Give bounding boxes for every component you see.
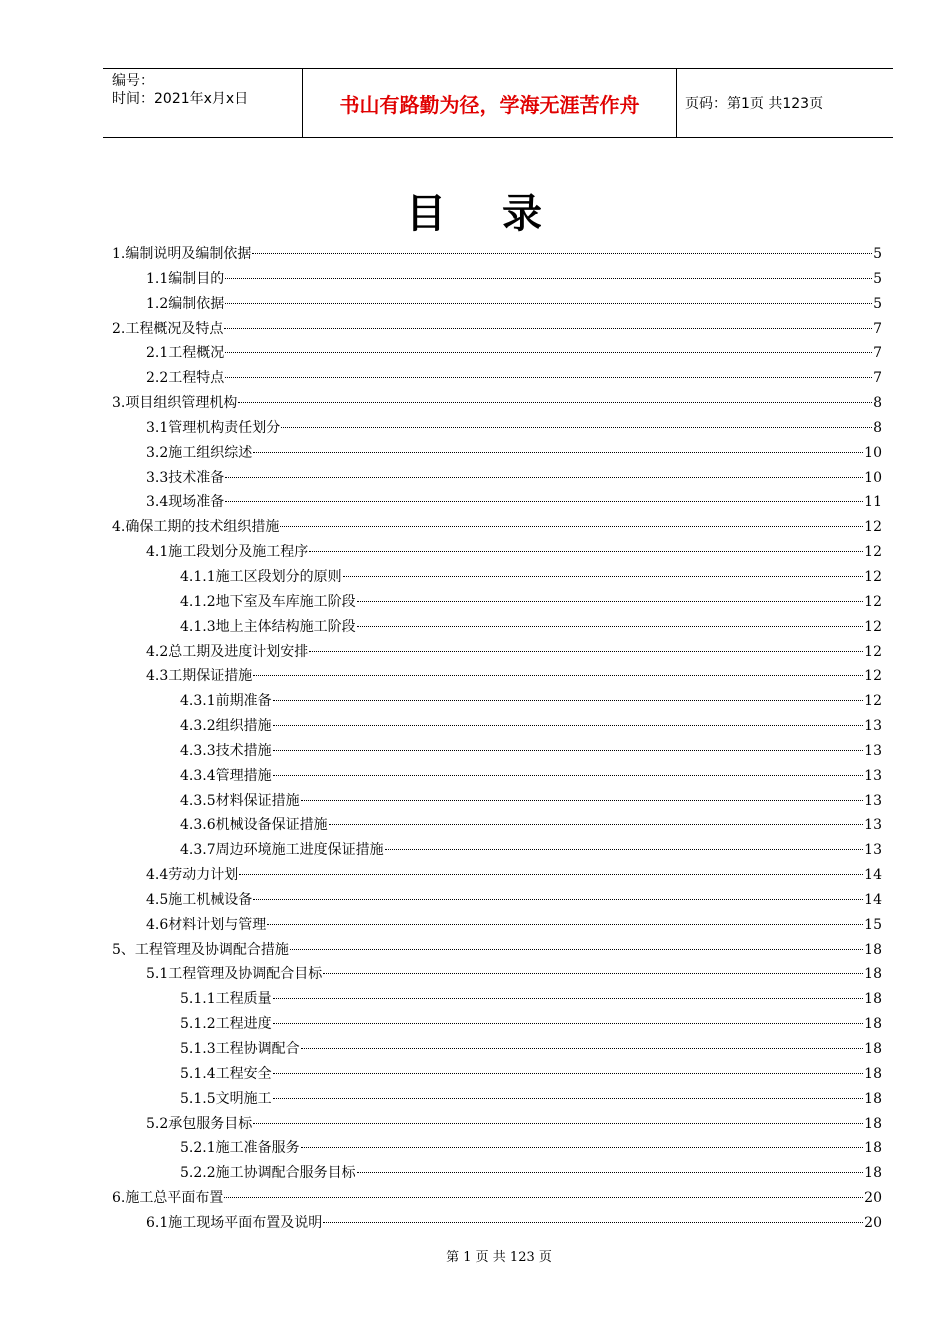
toc-entry-page: 12: [864, 618, 882, 635]
toc-entry[interactable]: [112, 540, 882, 565]
toc-entry-page: 18: [864, 1140, 882, 1157]
toc-leader-dots: [253, 1123, 863, 1124]
toc-entry-page: 13: [864, 817, 882, 834]
toc-entry[interactable]: [112, 1112, 882, 1137]
toc-entry-page: 7: [873, 320, 882, 337]
toc-leader-dots: [225, 477, 863, 478]
toc-entry-title: 6.施工总平面布置: [112, 1190, 224, 1207]
toc-entry[interactable]: [112, 863, 882, 888]
toc-entry[interactable]: [112, 813, 882, 838]
toc-entry[interactable]: [112, 664, 882, 689]
toc-entry-page: 7: [873, 345, 882, 362]
toc-leader-dots: [301, 800, 864, 801]
toc-entry-title: 4.3工期保证措施: [146, 668, 253, 685]
toc-entry[interactable]: [112, 962, 882, 987]
header-meta: [103, 69, 303, 137]
toc-leader-dots: [357, 626, 864, 627]
toc-entry[interactable]: [112, 689, 882, 714]
toc-entry[interactable]: [112, 490, 882, 515]
toc-entry-page: 12: [864, 693, 882, 710]
toc-entry-page: 18: [864, 1090, 882, 1107]
toc-entry-title: 5.1.1工程质量: [180, 991, 272, 1008]
toc-entry-title: 6.1施工现场平面布置及说明: [146, 1214, 323, 1231]
toc-leader-dots: [329, 824, 864, 825]
toc-entry-page: 18: [864, 941, 882, 958]
toc-entry[interactable]: [112, 341, 882, 366]
toc-leader-dots: [239, 874, 863, 875]
toc-entry-page: 18: [864, 1016, 882, 1033]
toc-entry[interactable]: [112, 764, 882, 789]
toc-entry[interactable]: [112, 441, 882, 466]
toc-entry-page: 13: [864, 792, 882, 809]
toc-entry[interactable]: [112, 267, 882, 292]
toc-entry[interactable]: [112, 838, 882, 863]
toc-entry-page: 20: [864, 1190, 882, 1207]
toc-entry-title: 1.编制说明及编制依据: [112, 246, 252, 262]
toc-entry-title: 5.2承包服务目标: [146, 1115, 253, 1132]
toc-leader-dots: [309, 651, 863, 652]
toc-entry-page: 8: [873, 419, 882, 436]
page-footer: 第 1 页 共 123 页: [446, 1250, 552, 1265]
number-label: 编号：: [112, 73, 154, 89]
toc-entry-title: 4.5施工机械设备: [146, 891, 253, 908]
toc-entry-page: 18: [864, 991, 882, 1008]
toc-entry-page: 12: [864, 544, 882, 561]
toc-entry[interactable]: [112, 1012, 882, 1037]
toc-entry[interactable]: [112, 416, 882, 441]
toc-leader-dots: [273, 1073, 864, 1074]
toc-entry-title: 4.3.3技术措施: [180, 742, 272, 759]
toc-leader-dots: [225, 501, 863, 502]
toc-leader-dots: [252, 253, 872, 254]
toc-entry-page: 18: [864, 1165, 882, 1182]
toc-entry-title: 4.4劳动力计划: [146, 867, 239, 884]
toc-leader-dots: [273, 1023, 864, 1024]
toc-leader-dots: [273, 775, 864, 776]
toc-leader-dots: [225, 303, 872, 304]
toc-entry-page: 18: [864, 1065, 882, 1082]
toc-entry-title: 4.6材料计划与管理: [146, 916, 267, 933]
toc-entry[interactable]: [112, 1161, 882, 1186]
toc-entry-title: 4.1.1施工区段划分的原则: [180, 568, 342, 585]
toc-entry-title: 5.2.2施工协调配合服务目标: [180, 1165, 356, 1182]
toc-entry[interactable]: [112, 317, 882, 342]
toc-entry-page: 8: [873, 395, 882, 412]
toc-entry-title: 4.3.5材料保证措施: [180, 792, 300, 809]
toc-leader-dots: [224, 1197, 863, 1198]
toc-entry-title: 4.1.3地上主体结构施工阶段: [180, 618, 356, 635]
toc-leader-dots: [323, 973, 863, 974]
toc-entry[interactable]: [112, 1037, 882, 1062]
toc-leader-dots: [225, 377, 872, 378]
toc-entry[interactable]: [112, 789, 882, 814]
toc-entry[interactable]: [112, 640, 882, 665]
toc-entry-page: 15: [864, 916, 882, 933]
toc-entry-page: 11: [864, 494, 882, 511]
toc-leader-dots: [273, 998, 864, 999]
toc-entry[interactable]: [112, 739, 882, 764]
table-of-contents: [112, 242, 882, 1236]
toc-leader-dots: [273, 700, 864, 701]
toc-leader-dots: [225, 352, 872, 353]
toc-entry-page: 18: [864, 1041, 882, 1057]
toc-entry[interactable]: [112, 1211, 882, 1236]
toc-entry[interactable]: [112, 515, 882, 540]
toc-entry-title: 4.2总工期及进度计划安排: [146, 643, 309, 660]
toc-entry-page: 14: [864, 867, 882, 884]
toc-leader-dots: [301, 1048, 864, 1049]
toc-entry-title: 3.1管理机构责任划分: [146, 419, 281, 436]
toc-leader-dots: [238, 402, 872, 403]
toc-entry[interactable]: [112, 615, 882, 640]
header-page-info: 页码：第1页 共123页: [685, 96, 824, 112]
toc-leader-dots: [273, 1098, 864, 1099]
toc-entry-title: 4.1.2地下室及车库施工阶段: [180, 593, 356, 610]
toc-entry-page: 13: [864, 742, 882, 759]
document-header: [103, 68, 893, 138]
toc-entry-title: 5.1.5文明施工: [180, 1090, 272, 1107]
toc-entry-page: 7: [873, 370, 882, 387]
toc-entry-title: 4.1施工段划分及施工程序: [146, 544, 309, 561]
toc-entry-title: 5.2.1施工准备服务: [180, 1140, 300, 1157]
toc-leader-dots: [273, 750, 864, 751]
toc-entry-title: 3.2施工组织综述: [146, 444, 253, 461]
toc-entry-title: 5.1.2工程进度: [180, 1016, 272, 1033]
toc-entry[interactable]: [112, 714, 882, 739]
toc-entry[interactable]: [112, 391, 882, 416]
toc-entry[interactable]: [112, 938, 882, 963]
toc-entry-page: 13: [864, 767, 882, 784]
toc-entry-page: 13: [864, 842, 882, 859]
toc-entry-page: 12: [864, 593, 882, 610]
toc-leader-dots: [225, 278, 872, 279]
toc-entry[interactable]: [112, 366, 882, 391]
toc-entry-title: 2.1工程概况: [146, 345, 225, 362]
toc-leader-dots: [301, 1147, 864, 1148]
header-motto: 书山有路勤为径，学海无涯苦作舟: [303, 69, 677, 137]
toc-entry-title: 4.3.2组织措施: [180, 718, 272, 735]
toc-entry-page: 12: [864, 519, 882, 536]
toc-entry[interactable]: [112, 242, 882, 267]
toc-entry[interactable]: [112, 888, 882, 913]
toc-entry[interactable]: [112, 913, 882, 938]
toc-entry-title: 2.工程概况及特点: [112, 320, 224, 337]
toc-leader-dots: [343, 576, 864, 577]
toc-leader-dots: [267, 924, 863, 925]
toc-entry-title: 1.2编制依据: [146, 295, 225, 312]
toc-entry-title: 2.2工程特点: [146, 370, 225, 387]
toc-leader-dots: [253, 675, 863, 676]
toc-entry-title: 3.3技术准备: [146, 469, 225, 486]
toc-entry-page: 5: [873, 295, 882, 312]
toc-leader-dots: [281, 427, 872, 428]
toc-entry-page: 12: [864, 643, 882, 660]
toc-entry-page: 10: [864, 444, 882, 461]
toc-entry-title: 1.1编制目的: [146, 270, 225, 287]
toc-entry[interactable]: [112, 590, 882, 615]
toc-entry-page: 18: [864, 966, 882, 983]
toc-leader-dots: [224, 328, 872, 329]
toc-entry-title: 4.确保工期的技术组织措施: [112, 519, 280, 536]
toc-leader-dots: [323, 1222, 863, 1223]
toc-entry[interactable]: [112, 565, 882, 590]
toc-entry[interactable]: [112, 1062, 882, 1087]
toc-entry-page: 18: [864, 1115, 882, 1132]
toc-entry-title: 5、工程管理及协调配合措施: [112, 941, 289, 958]
toc-entry[interactable]: [112, 987, 882, 1012]
toc-entry[interactable]: [112, 1087, 882, 1112]
toc-entry[interactable]: [112, 1186, 882, 1211]
toc-entry-page: 5: [873, 246, 882, 262]
toc-leader-dots: [253, 452, 863, 453]
toc-leader-dots: [385, 849, 864, 850]
toc-entry-title: 5.1工程管理及协调配合目标: [146, 966, 323, 983]
toc-entry-title: 4.3.7周边环境施工进度保证措施: [180, 842, 384, 859]
toc-entry[interactable]: [112, 1136, 882, 1161]
toc-entry-page: 5: [873, 270, 882, 287]
toc-entry-page: 10: [864, 469, 882, 486]
toc-entry-title: 4.3.1前期准备: [180, 693, 272, 710]
toc-leader-dots: [357, 601, 864, 602]
toc-leader-dots: [357, 1172, 864, 1173]
toc-entry-page: 14: [864, 891, 882, 908]
toc-entry-title: 3.项目组织管理机构: [112, 395, 238, 412]
toc-entry-page: 13: [864, 718, 882, 735]
page-title: 目 录: [406, 191, 544, 237]
toc-entry-title: 4.3.4管理措施: [180, 767, 272, 784]
toc-entry-page: 12: [864, 668, 882, 685]
toc-entry[interactable]: [112, 466, 882, 491]
toc-entry-title: 3.4现场准备: [146, 494, 225, 511]
time-label: 时间：2021年x月x日: [112, 91, 249, 107]
toc-leader-dots: [273, 725, 864, 726]
toc-leader-dots: [290, 949, 863, 950]
toc-leader-dots: [280, 526, 863, 527]
toc-entry-page: 20: [864, 1214, 882, 1231]
toc-entry-title: 5.1.4工程安全: [180, 1065, 272, 1082]
toc-leader-dots: [253, 899, 863, 900]
toc-entry-title: 5.1.3工程协调配合: [180, 1041, 300, 1057]
toc-entry-title: 4.3.6机械设备保证措施: [180, 817, 328, 834]
toc-entry-page: 12: [864, 568, 882, 585]
toc-entry[interactable]: [112, 292, 882, 317]
toc-leader-dots: [309, 551, 863, 552]
